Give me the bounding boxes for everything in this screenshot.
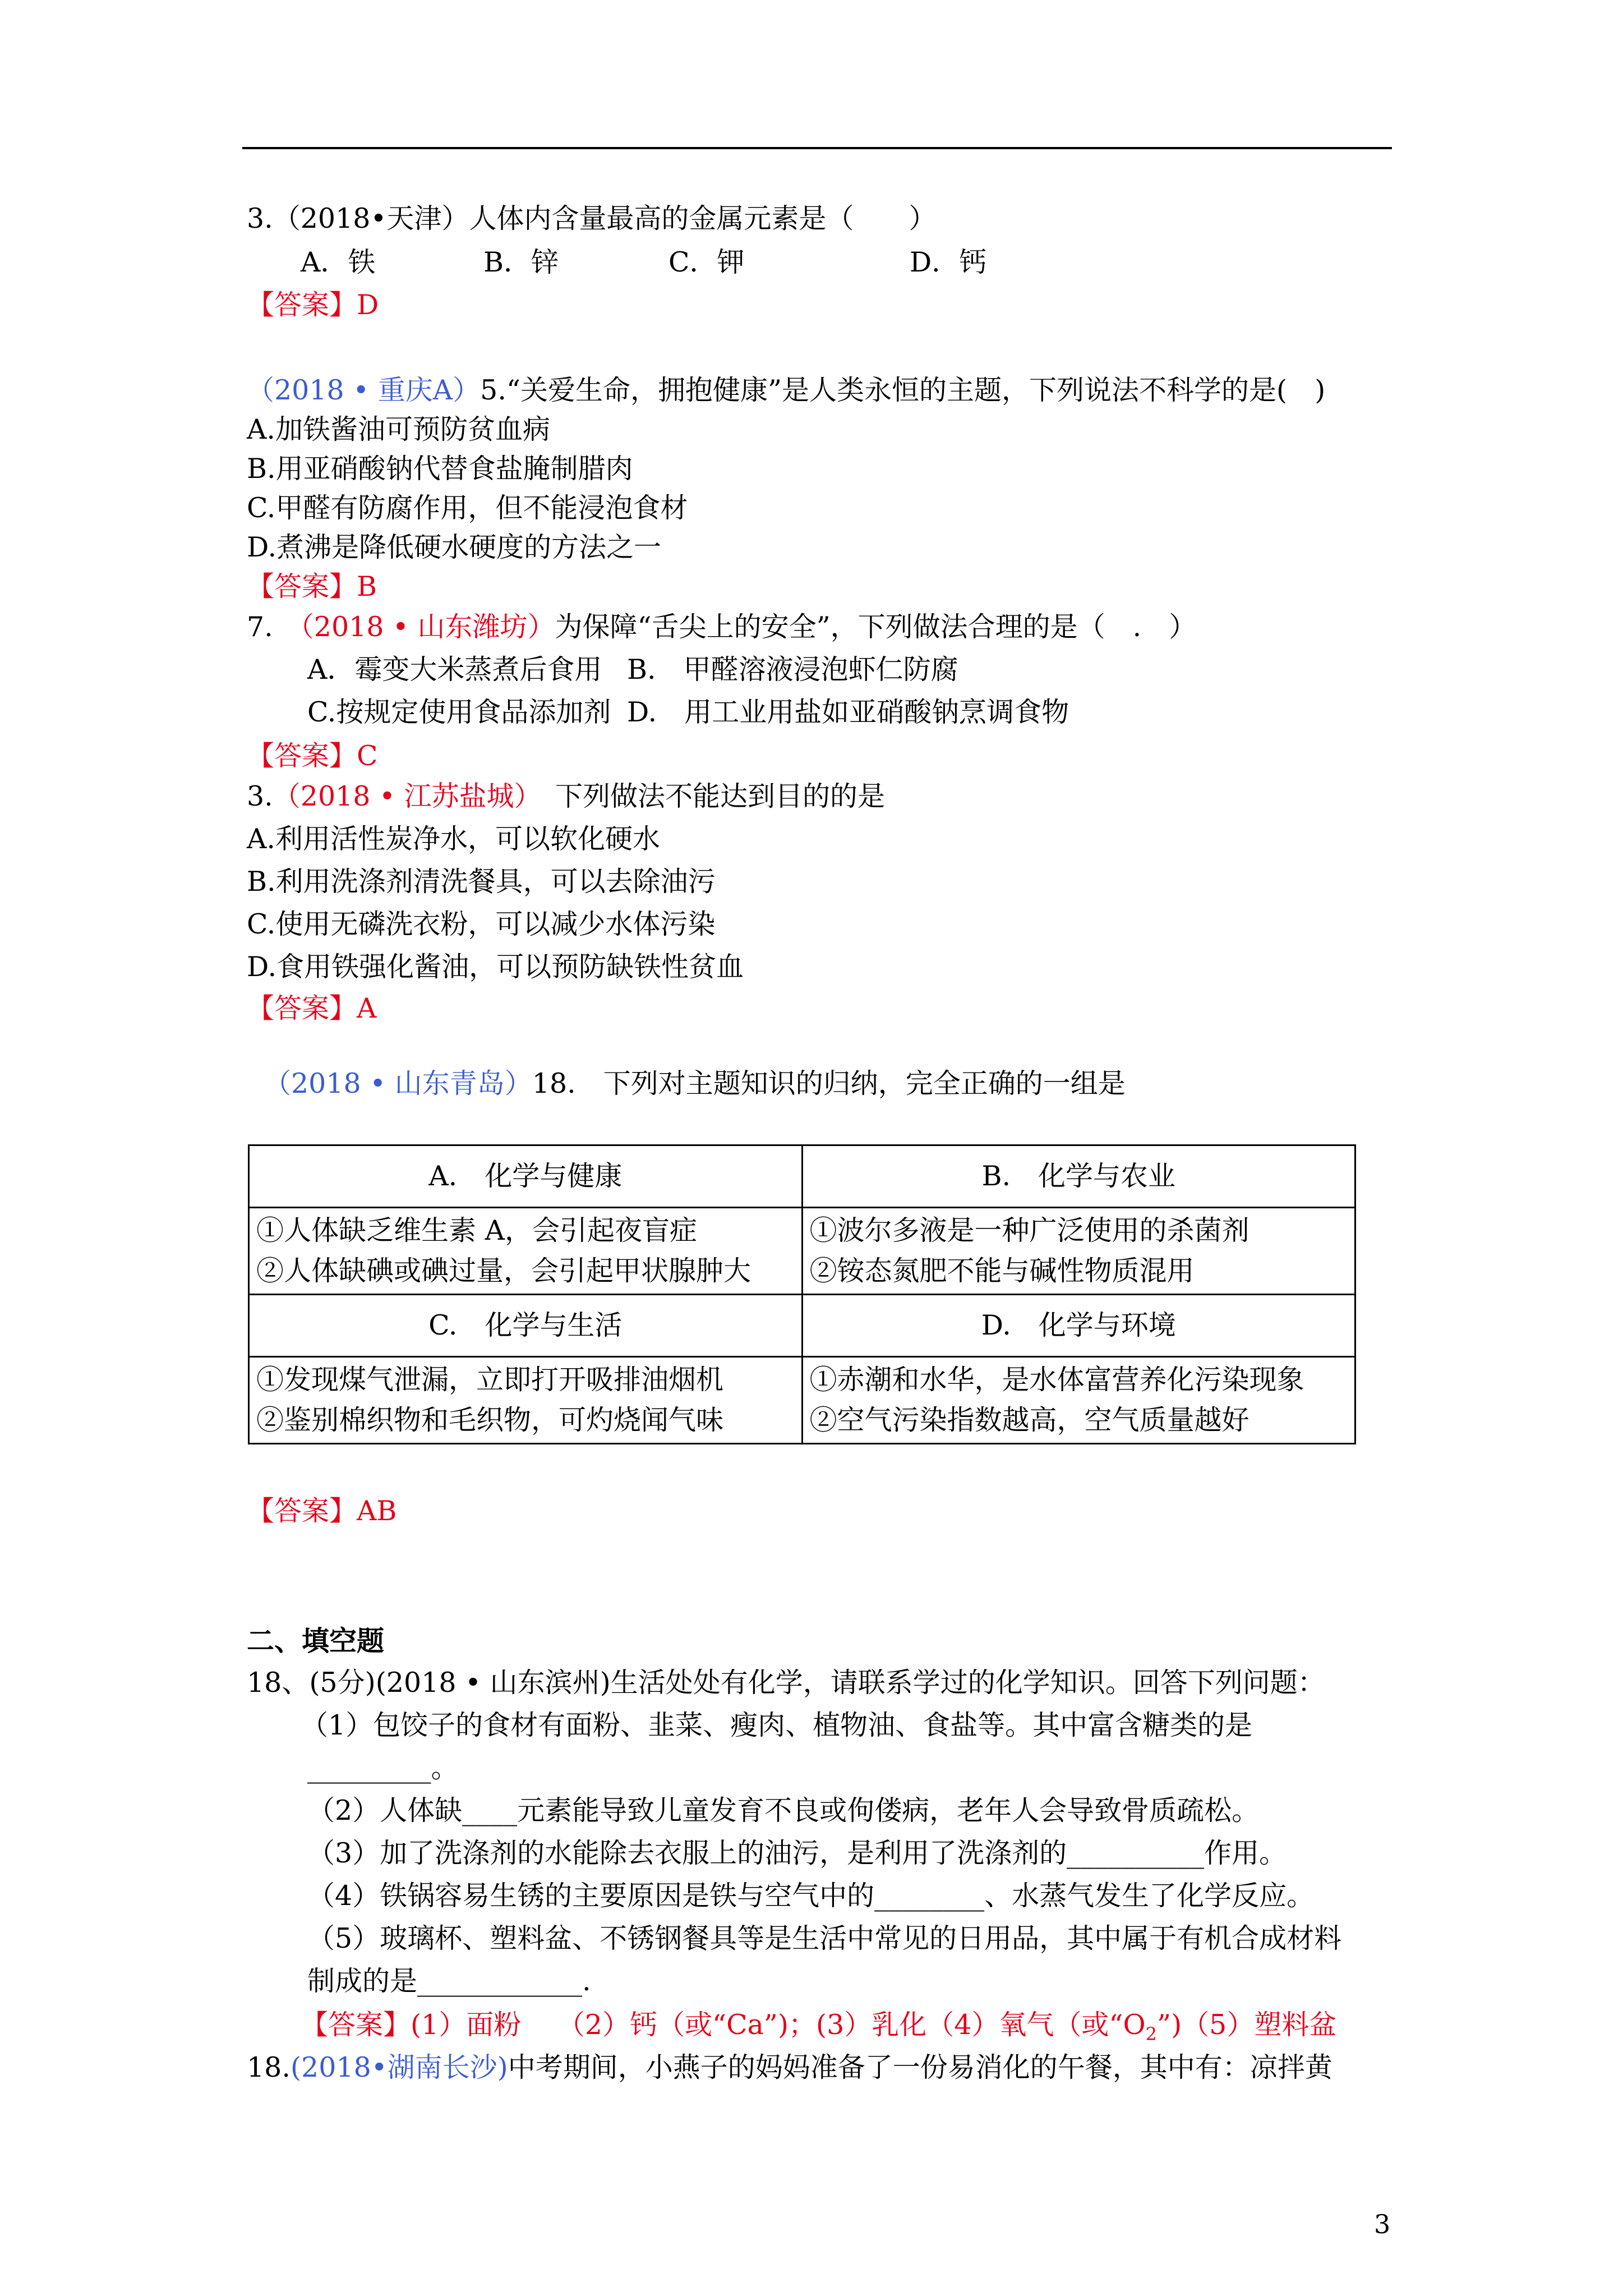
table-item: ②空气污染指数越高，空气质量越好	[809, 1404, 1249, 1436]
answer-part: ”)（5）塑料盆	[1157, 2009, 1337, 2041]
option-a: A．霉变大米蒸煮后食用	[307, 654, 602, 685]
answer-text: 【答案】A	[247, 992, 377, 1024]
table-row	[249, 1208, 1355, 1295]
question-text: 5.“关爱生命，拥抱健康”是人类永恒的主题，下列说法不科学的是( )	[480, 374, 1326, 406]
question-number: 7.	[247, 611, 273, 643]
option-d: D.食用铁强化酱油，可以预防缺铁性贫血	[247, 951, 744, 983]
table-item: ②铵态氮肥不能与碱性物质混用	[809, 1255, 1195, 1287]
answer-text	[301, 2008, 1336, 2051]
table-row	[249, 1145, 1355, 1208]
question-part: （2）人体缺____元素能导致儿童发育不良或佝偻病，老年人会导致骨质疏松。	[307, 1795, 1260, 1826]
answer-text: 【答案】D	[247, 289, 379, 321]
table-row	[249, 1295, 1355, 1357]
question-source: (2018•湖南长沙)	[290, 2051, 508, 2083]
question-line	[247, 2051, 1332, 2085]
table-item: ①赤潮和水华，是水体富营养化污染现象	[809, 1364, 1304, 1396]
answer-text: 【答案】AB	[247, 1495, 397, 1527]
table-item: ①发现煤气泄漏，立即打开吸排油烟机	[256, 1364, 724, 1396]
option-c: C．钾	[668, 246, 745, 278]
question-line	[264, 1067, 1126, 1101]
section-title: 二、填空题	[247, 1625, 385, 1657]
table-cell	[802, 1208, 1355, 1295]
table-cell	[249, 1208, 803, 1295]
option-b: B. 甲醛溶液浸泡虾仁防腐	[627, 654, 958, 685]
question-text: 3.（2018•天津）人体内含量最高的金属元素是（ ）	[247, 203, 937, 234]
question-number: 3.	[247, 780, 273, 812]
question-text: 中考期间，小燕子的妈妈准备了一份易消化的午餐，其中有：凉拌黄	[508, 2051, 1332, 2083]
answer-part: 【答案】(1）面粉 （2）钙（或“Ca”)；(3）乳化（4）氧气（或“O	[301, 2009, 1146, 2041]
table-cell	[802, 1357, 1355, 1444]
option-d: D.煮沸是降低硬水硬度的方法之一	[247, 531, 662, 563]
option-d: D．钙	[910, 246, 987, 278]
table-cell: C. 化学与生活	[249, 1295, 803, 1357]
question-source: （2018 • 山东青岛）	[264, 1068, 532, 1099]
question-part: _________。	[307, 1752, 459, 1784]
question-part: 制成的是____________.	[307, 1965, 591, 1997]
option-c: C.按规定使用食品添加剂	[307, 696, 611, 728]
table-item: ②人体缺碘或碘过量，会引起甲状腺肿大	[256, 1255, 751, 1287]
header-rule	[242, 147, 1392, 149]
option-b: B．锌	[483, 246, 559, 278]
table-item: ②鉴别棉织物和毛织物，可灼烧闻气味	[256, 1404, 724, 1436]
answer-text: 【答案】C	[247, 740, 378, 772]
option-a: A.利用活性炭净水，可以软化硬水	[247, 823, 660, 855]
question-text: 下列做法不能达到目的的是	[528, 780, 886, 812]
question-part: （5）玻璃杯、塑料盆、不锈钢餐具等是生活中常见的日用品，其中属于有机合成材料	[307, 1922, 1342, 1954]
page-number: 3	[1374, 2209, 1391, 2239]
option-b: B.利用洗涤剂清洗餐具，可以去除油污	[247, 866, 716, 898]
question-source: （2018 • 重庆A）	[247, 374, 481, 406]
option-a: A．铁	[301, 246, 376, 278]
options-row	[301, 246, 986, 279]
question-text: 18、(5分)(2018 • 山东滨州)生活处处有化学，请联系学过的化学知识。回答下列问题：	[247, 1667, 1325, 1699]
table-cell	[249, 1357, 803, 1444]
table-item: ①波尔多液是一种广泛使用的杀菌剂	[809, 1214, 1249, 1246]
question-number: 18.	[247, 2051, 291, 2083]
answer-subscript: 2	[1145, 2023, 1158, 2045]
question-part: （4）铁锅容易生锈的主要原因是铁与空气中的________、水蒸气发生了化学反应。	[307, 1880, 1315, 1912]
question-line	[247, 780, 885, 813]
option-c: C.甲醛有防腐作用，但不能浸泡食材	[247, 492, 688, 524]
table-cell: A. 化学与健康	[249, 1145, 803, 1208]
question-line	[247, 374, 1325, 407]
question-part: （3）加了洗涤剂的水能除去衣服上的油污，是利用了洗涤剂的__________作用。	[307, 1837, 1287, 1869]
options-row	[307, 653, 958, 687]
question-part: （1）包饺子的食材有面粉、韭菜、瘦肉、植物油、食盐等。其中富含糖类的是	[301, 1709, 1253, 1741]
option-c: C.使用无磷洗衣粉，可以减少水体污染	[247, 908, 716, 940]
options-row	[307, 696, 1069, 729]
table-row	[249, 1357, 1355, 1444]
question-source: （2018 • 山东潍坊）	[286, 611, 555, 643]
option-b: B.用亚硝酸钠代替食盐腌制腊肉	[247, 453, 633, 485]
option-d: D. 用工业用盐如亚硝酸钠烹调食物	[627, 696, 1069, 728]
question-text: 为保障“舌尖上的安全”，下列做法合理的是（ . ）	[555, 611, 1197, 643]
question-source: （2018 • 江苏盐城）	[273, 780, 528, 812]
question-text: 18. 下列对主题知识的归纳，完全正确的一组是	[532, 1068, 1126, 1099]
table-item: ①人体缺乏维生素 A，会引起夜盲症	[256, 1214, 697, 1246]
answer-text: 【答案】B	[247, 570, 377, 602]
table-cell: B. 化学与农业	[802, 1145, 1355, 1208]
option-a: A.加铁酱油可预防贫血病	[247, 413, 550, 445]
question-line	[247, 610, 1196, 644]
table-cell: D. 化学与环境	[802, 1295, 1355, 1357]
knowledge-table	[248, 1144, 1356, 1444]
